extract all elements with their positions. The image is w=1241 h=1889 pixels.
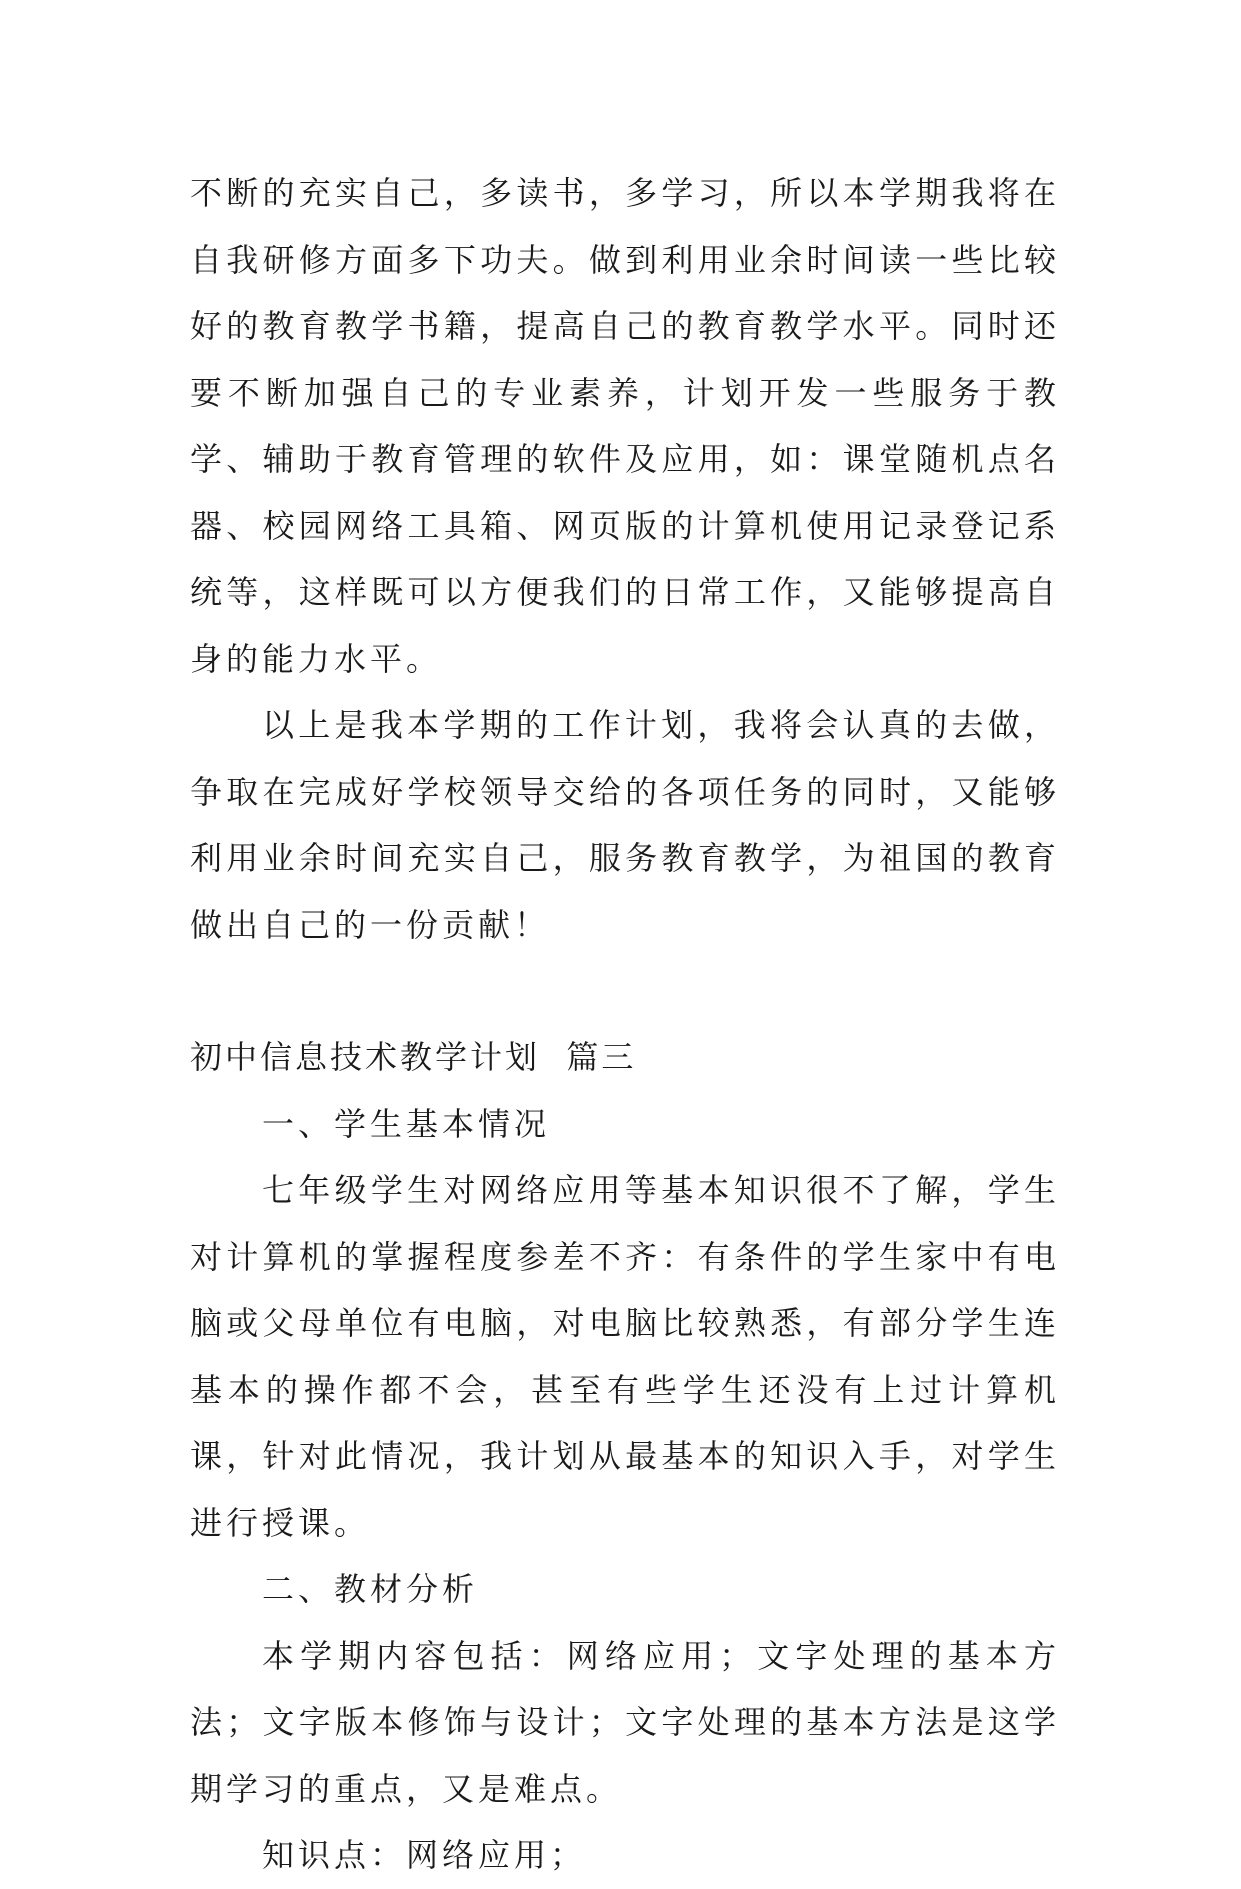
section-title: 初中信息技术教学计划 篇三: [190, 1038, 637, 1076]
subheading-textbook-analysis: 二、教材分析: [262, 1570, 479, 1608]
paragraph-materials: 本学期内容包括：网络应用；文字处理的基本方法；文字版本修饰与设计；文字处理的基本方法是这学期学习的重点，又是难点。: [190, 1636, 1060, 1808]
paragraph-continuation: 不断的充实自己，多读书，多学习，所以本学期我将在自我研修方面多下功夫。做到利用业余时间读一些比较好的教育教学书籍，提高自己的教育教学水平。同时还要不断加强自己的专业素养，计划开发一些服务于教学、辅助于教育管理的软件及应用，如：课堂随机点名器、校园网络工具箱、网页版的计算机使用记录登记系统等，这样既可以方便我们的日常工作，又能够提高自身的能力水平。: [190, 174, 1060, 678]
paragraph-students: 七年级学生对网络应用等基本知识很不了解，学生对计算机的掌握程度参差不齐：有条件的学生家中有电脑或父母单位有电脑，对电脑比较熟悉，有部分学生连基本的操作都不会，甚至有些学生还没有上过计算机课，针对此情况，我计划从最基本的知识入手，对学生进行授课。: [190, 1171, 1060, 1542]
document-body: [190, 160, 1060, 1889]
paragraph-conclusion: 以上是我本学期的工作计划，我将会认真的去做，争取在完成好学校领导交给的各项任务的同时，又能够利用业余时间充实自己，服务教育教学，为祖国的教育做出自己的一份贡献！: [190, 706, 1060, 944]
paragraph-knowledge-points: 知识点：网络应用；: [262, 1836, 587, 1874]
subheading-student-situation: 一、学生基本情况: [262, 1104, 551, 1143]
section-gap: [190, 958, 1060, 1024]
